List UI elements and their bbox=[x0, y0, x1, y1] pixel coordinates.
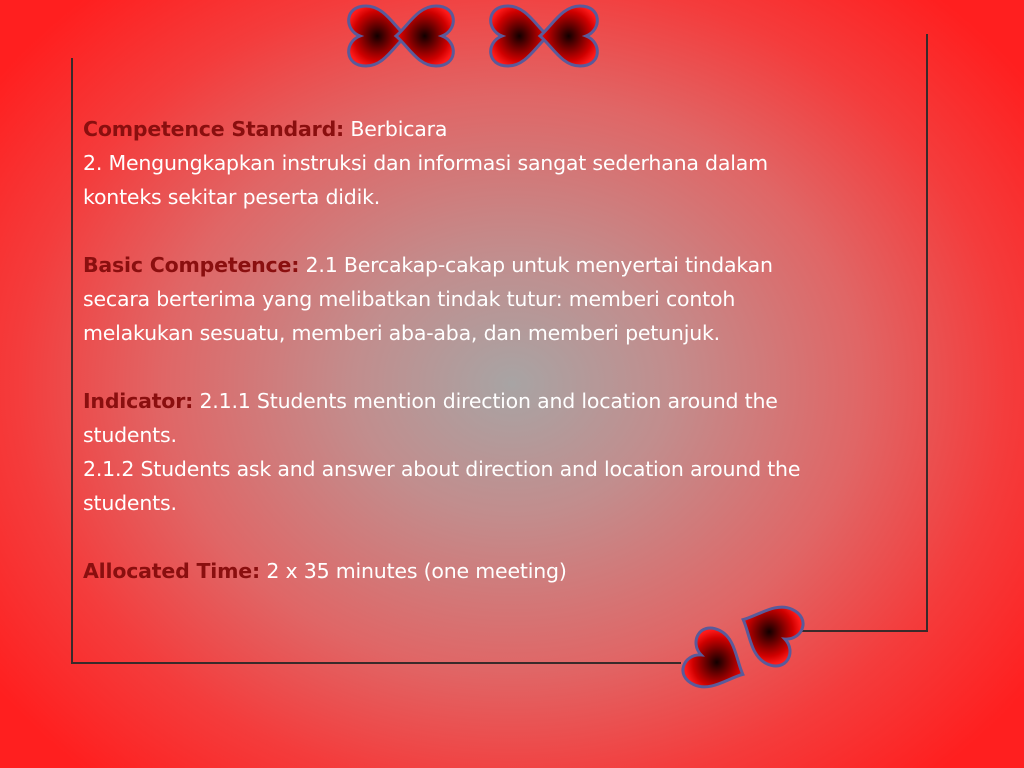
competence-standard-label: Competence Standard: bbox=[83, 117, 345, 141]
spacer bbox=[83, 214, 913, 248]
basic-competence-line3: melakukan sesuatu, memberi aba-aba, dan memberi petunjuk. bbox=[83, 321, 720, 345]
slide-content bbox=[83, 112, 913, 588]
heart-icon bbox=[396, 6, 453, 66]
allocated-time-value: 2 x 35 minutes (one meeting) bbox=[266, 559, 567, 583]
indicator-label: Indicator: bbox=[83, 389, 194, 413]
top-heart-group bbox=[349, 6, 598, 66]
indicator-line4: students. bbox=[83, 491, 177, 515]
basic-competence-label: Basic Competence: bbox=[83, 253, 300, 277]
indicator-line1 bbox=[83, 384, 913, 418]
competence-standard-line1 bbox=[83, 112, 913, 146]
allocated-time-label: Allocated Time: bbox=[83, 559, 260, 583]
indicator-line3: 2.1.2 Students ask and answer about direction and location around the bbox=[83, 457, 801, 481]
indicator-value: 2.1.1 Students mention direction and location around the bbox=[199, 389, 778, 413]
heart-icon bbox=[540, 6, 597, 66]
bottom-heart-group bbox=[678, 592, 808, 701]
basic-competence-value: 2.1 Bercakap-cakap untuk menyertai tindakan bbox=[305, 253, 773, 277]
allocated-time-line bbox=[83, 554, 913, 588]
heart-icon bbox=[678, 623, 755, 702]
competence-standard-line2: 2. Mengungkapkan instruksi dan informasi sangat sederhana dalam bbox=[83, 151, 768, 175]
heart-icon bbox=[731, 592, 808, 671]
basic-competence-line1 bbox=[83, 248, 913, 282]
spacer bbox=[83, 520, 913, 554]
competence-standard-value: Berbicara bbox=[350, 117, 448, 141]
spacer bbox=[83, 350, 913, 384]
indicator-line2: students. bbox=[83, 423, 177, 447]
competence-standard-line3: konteks sekitar peserta didik. bbox=[83, 185, 381, 209]
basic-competence-line2: secara berterima yang melibatkan tindak tutur: memberi contoh bbox=[83, 287, 736, 311]
